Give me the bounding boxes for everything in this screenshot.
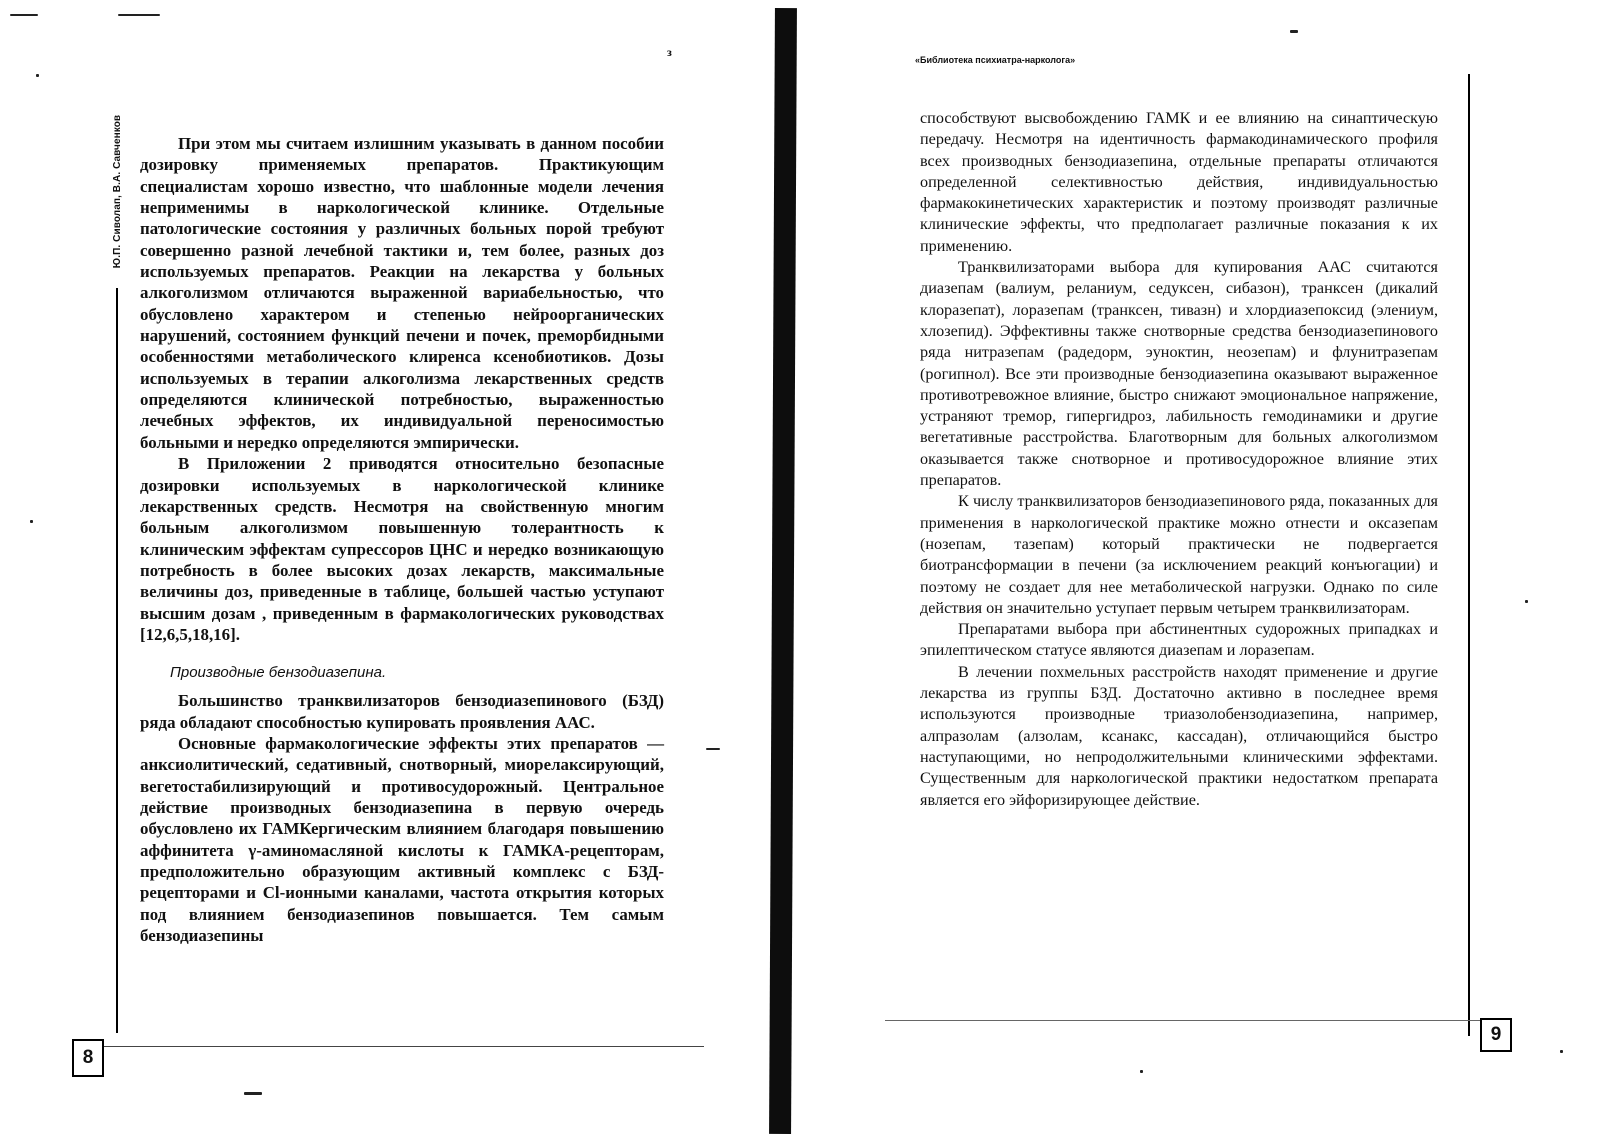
scan-speck — [1560, 1050, 1563, 1053]
left-margin-rule — [116, 288, 118, 1033]
paragraph: В лечении похмельных расстройств находят применение и другие лекарства из группы БЗД. Достаточно активно в последнее время используются производные триазолобензодиазепина, например, алпразолам (алзолам, ксанакс, кассадан), отличающийся быстро наступающими, но непродолжительными клиническими эффектами. Существенным для наркологической практики недостатком препарата является его эйфоризирующее действие. — [920, 662, 1438, 809]
right-page — [790, 0, 1600, 1142]
scan-speck — [118, 14, 160, 16]
section-heading: Производные бензодиазепина. — [170, 664, 387, 682]
scan-speck — [1525, 600, 1528, 603]
scan-speck — [1290, 30, 1298, 33]
side-author-text: Ю.П. Сиволап, В.А. Савченков — [112, 114, 124, 268]
paragraph: К числу транквилизаторов бензодиазепинового ряда, показанных для применения в наркологической практике можно отнести и оксазепам (нозепам, тазепам) который практически не подвергается биотрансформации в печени (за исключением реакций конъюгации) и поэтому не создает для нее метаболической нагрузки. Однако по силе действия он значительно уступает первым четырем транквилизаторам. — [920, 492, 1438, 617]
paragraph: Основные фармакологические эффекты этих препаратов — анксиолитический, седативный, снотворный, миорелаксирующий, вегетостабилизирующий и противосудорожный. Центральное действие производных бензодиазепина в первую очередь обусловлено их ГАМКергическим влиянием благодаря повышению аффинитета γ-аминомасляной кислоты к ГАМКА-рецепторам, предположительно образующим активный комплекс с БЗД-рецепторами и Cl-ионными каналами, частота открытия которых под влиянием бензодиазепинов повышается. Тем самым бензодиазепины — [140, 733, 664, 946]
running-header: «Библиотека психиатра-нарколога» — [915, 55, 1076, 65]
page-number: 8 — [72, 1039, 104, 1077]
scan-speck — [10, 14, 38, 16]
scan-speck — [706, 748, 720, 750]
right-page-body — [920, 108, 1438, 811]
right-margin-rule — [1468, 74, 1470, 1036]
paragraph: В Приложении 2 приводятся относительно безопасные дозировки используемых в наркологической клинике лекарственных средств. Несмотря на свойственную многим больным алкоголизмом повышенную толерантность к клиническим эффектам супрессоров ЦНС и нередко возникающую потребность в более высоких дозах лекарств, максимальные величины доз, приведенные в таблице, большей частью уступают высшим дозам , приведенным в фармакологических руководствах [12,6,5,18,16]. — [140, 454, 664, 644]
paragraph: При этом мы считаем излишним указывать в данном пособии дозировку применяемых препаратов. Практикующим специалистам хорошо известно, что шаблонные модели лечения неприменимы в наркологической клинике. Отдельные патологические состояния у различных больных порой требуют совершенно разной лечебной тактики и, тем более, разных доз используемых препаратов. Реакции на лекарства у больных алкоголизмом отличаются выраженной вариабельностью, что обусловлено характером и степенью нейроорганических нарушений, состоянием функций печени и почек, преморбидными особенностями метаболического клиренса ксенобиотиков. Дозы используемых в терапии алкоголизма лекарственных средств определяются клинической потребностью, выраженностью лечебных эффектов, их индивидуальной переносимостью больными и нередко определяются эмпирически. — [140, 134, 664, 452]
bottom-rule — [104, 1046, 704, 1047]
scan-speck — [244, 1092, 262, 1095]
page-number: 9 — [1480, 1018, 1512, 1052]
paragraph: способствуют высвобождению ГАМК и ее влиянию на синаптическую передачу. Несмотря на идентичность фармакодинамического профиля всех производных бензодиазепина, отдельные препараты отличаются определенной селективностью действия, индивидуальностью фармакокинетических характеристик и поэтому производят различные клинические эффекты, что предполагает различные показания к их применению. — [920, 109, 1438, 255]
side-author — [110, 96, 126, 286]
left-page-body — [140, 133, 664, 946]
corner-mark: з — [667, 45, 672, 59]
paragraph: Транквилизаторами выбора для купирования ААС считаются диазепам (валиум, реланиум, седуксен, сибазон), транксен (дикалий клоразепат), лоразепам (транксен, тивазн) и хлордиазепоксид (элениум, хлозепид). Эффективны также снотворные средства бензодиазепинового ряда нитразепам (радедорм, эуноктин, неозепам) и флунитразепам (рогипнол). Все эти производные бензодиазепина оказывают выраженное противотревожное влияние, быстро снижают эмоциональное напряжение, устраняют тремор, гипергидроз, лабильность гемодинамики и другие вегетативные расстройства. Благотворным для больных алкоголизмом оказывается также снотворное и противосудорожное влияние этих препаратов. — [920, 258, 1438, 490]
paragraph: Препаратами выбора при абстинентных судорожных припадках и эпилептическом статусе являются диазепам и лоразепам. — [920, 620, 1438, 660]
paragraph: Большинство транквилизаторов бензодиазепинового (БЗД) ряда обладают способностью купировать проявления ААС. — [140, 691, 664, 732]
scan-speck — [36, 74, 39, 77]
left-page — [0, 0, 770, 1142]
bottom-rule — [885, 1020, 1480, 1021]
scan-speck — [1140, 1070, 1143, 1073]
scan-speck — [30, 520, 33, 523]
